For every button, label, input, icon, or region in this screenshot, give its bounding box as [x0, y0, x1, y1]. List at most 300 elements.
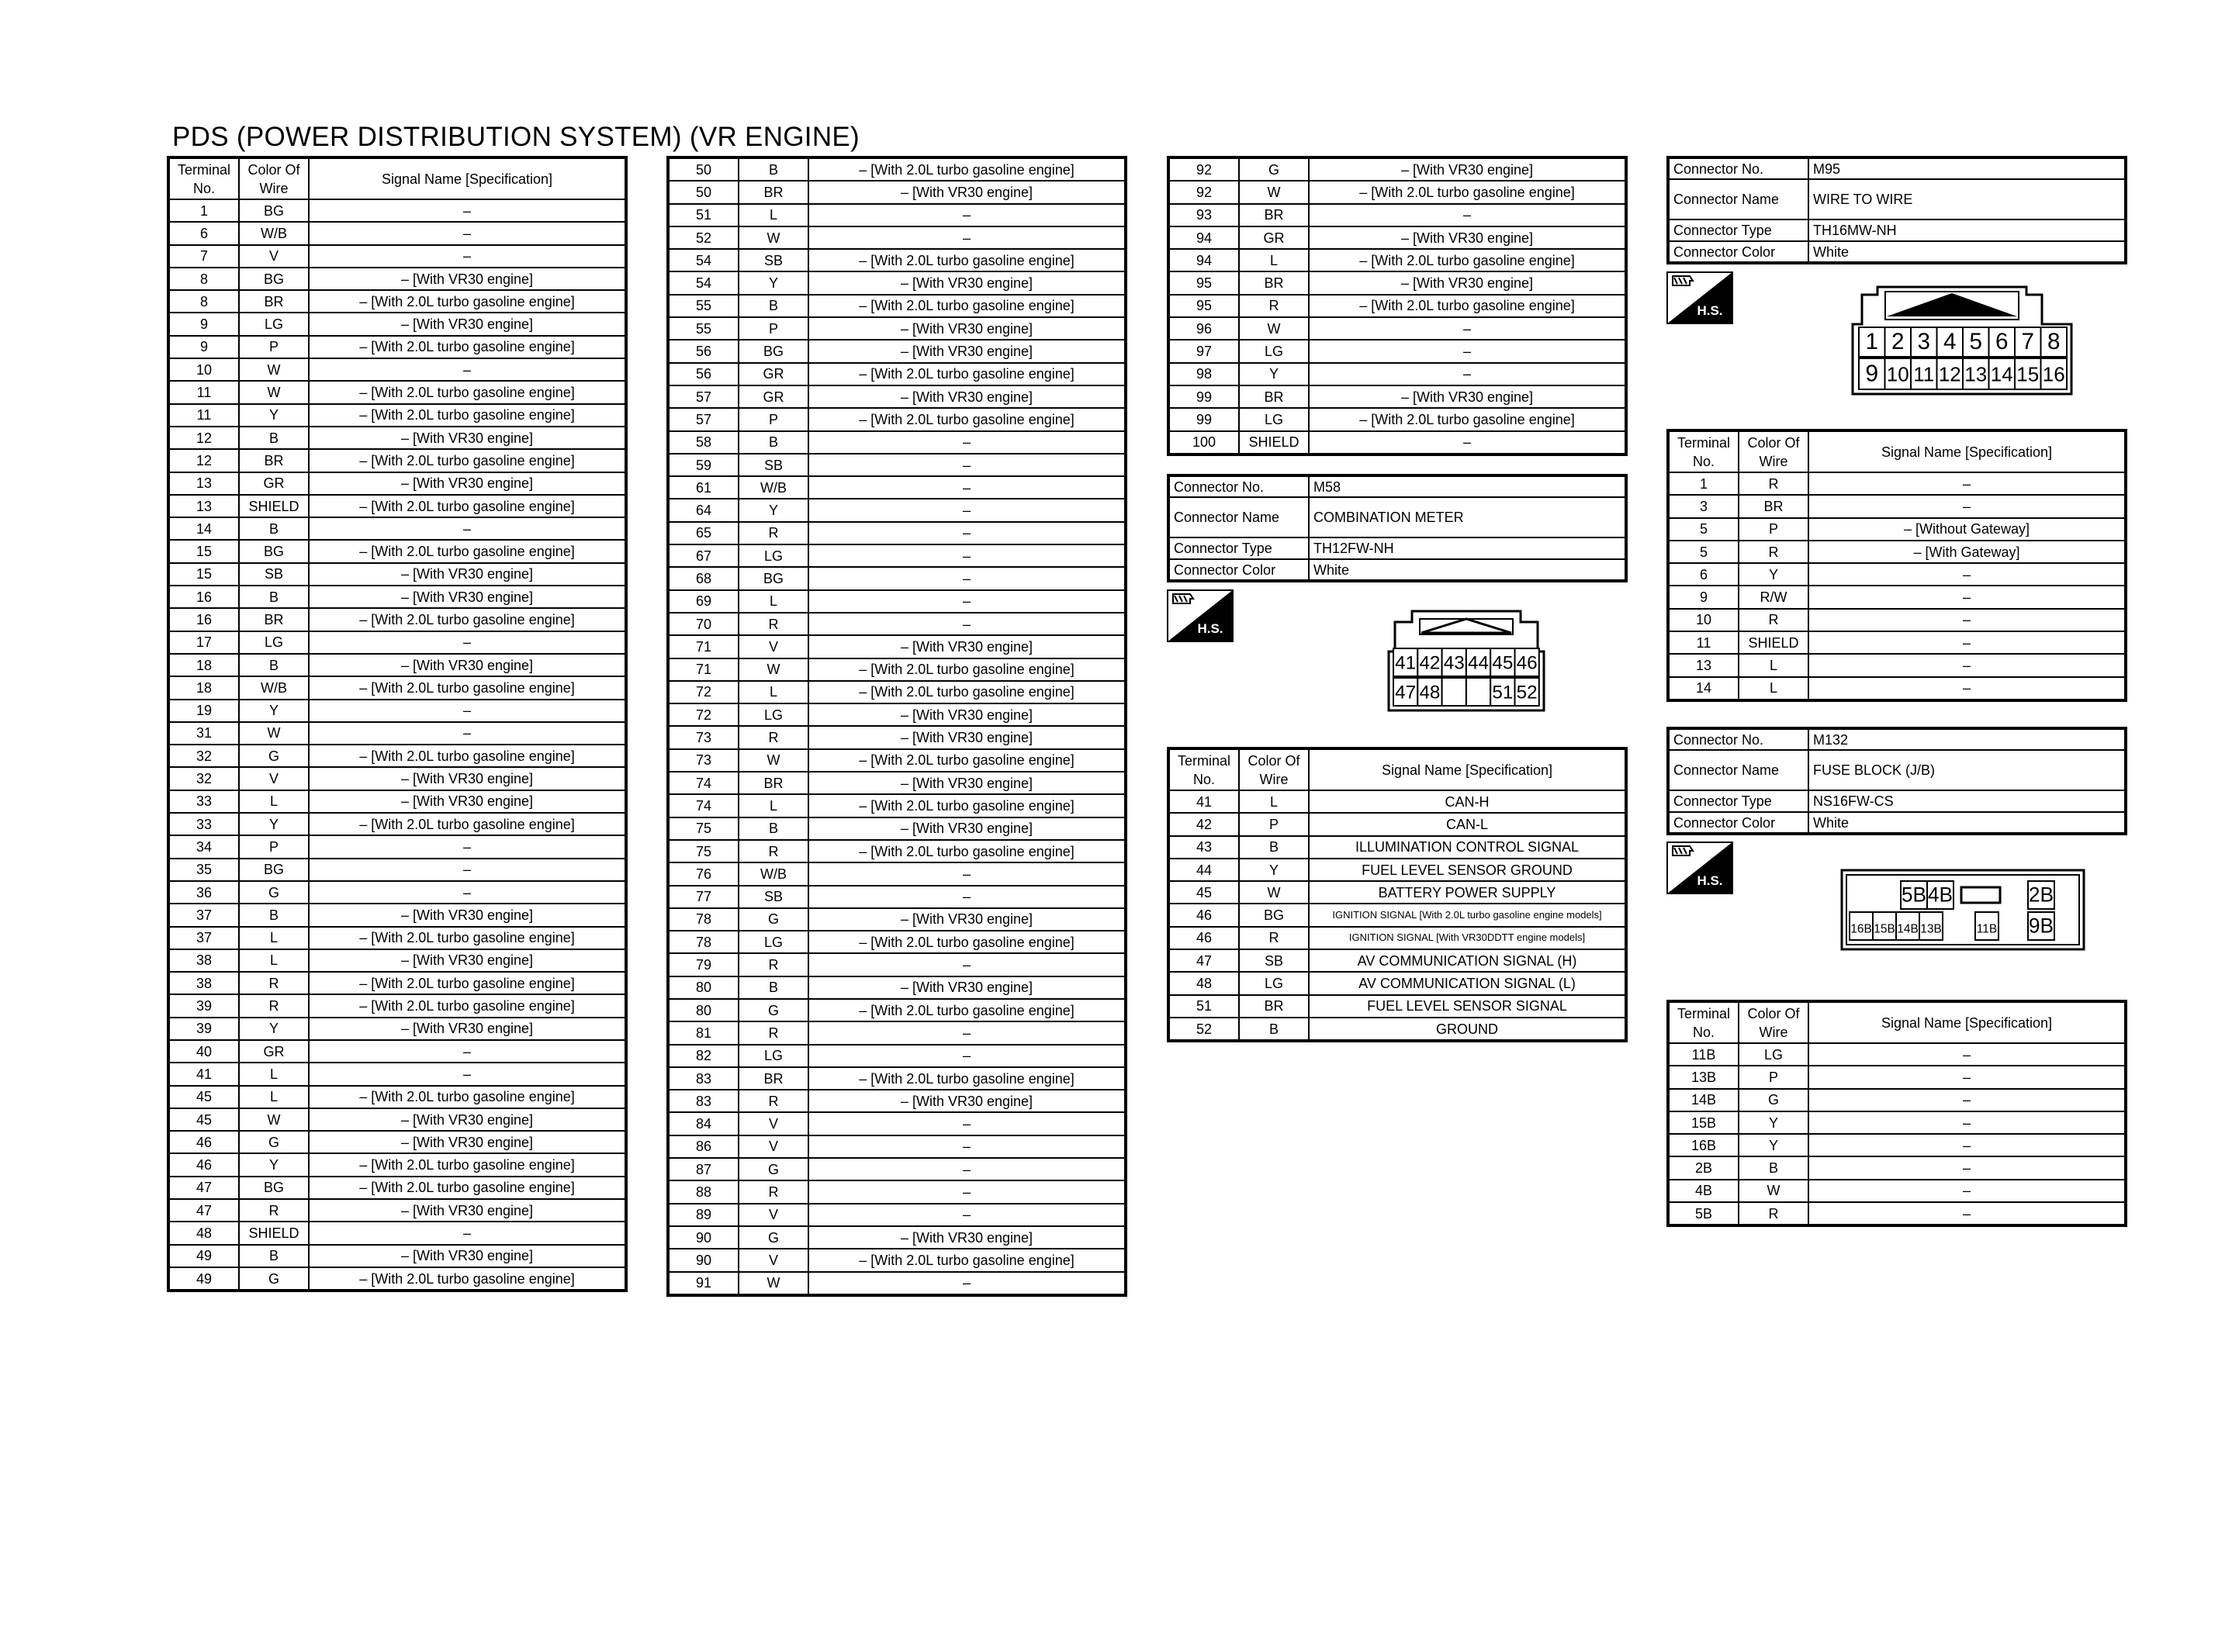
- color-cell: LG: [739, 1045, 808, 1067]
- color-cell: R: [739, 1021, 808, 1044]
- terminal-cell: 47: [168, 1177, 239, 1199]
- table-row: [668, 499, 1126, 521]
- signal-cell: –: [1808, 677, 2126, 700]
- m132-name: FUSE BLOCK (J/B): [1808, 750, 2126, 790]
- terminal-cell: 76: [668, 862, 739, 885]
- terminal-cell: 79: [668, 953, 739, 976]
- table-row: [168, 1199, 626, 1222]
- table-row: [668, 635, 1126, 658]
- color-cell: V: [739, 1135, 808, 1158]
- color-cell: SB: [739, 454, 808, 476]
- table-row: [168, 268, 626, 290]
- color-cell: L: [739, 794, 808, 817]
- color-cell: GR: [739, 385, 808, 408]
- terminal-cell: 41: [1168, 790, 1239, 813]
- header-terminal: Terminal No.: [1668, 1001, 1739, 1043]
- label-connector-type: Connector Type: [1168, 537, 1309, 559]
- table-row: [168, 1267, 626, 1291]
- terminal-cell: 80: [668, 999, 739, 1021]
- signal-cell: – [With 2.0L turbo gasoline engine]: [309, 608, 626, 631]
- signal-cell: – [With VR30 engine]: [1309, 271, 1626, 294]
- color-cell: Y: [739, 271, 808, 294]
- color-cell: B: [239, 517, 309, 540]
- terminal-cell: 70: [668, 613, 739, 635]
- terminal-cell: 14: [168, 517, 239, 540]
- color-cell: SHIELD: [1239, 431, 1309, 454]
- color-cell: W: [1239, 881, 1309, 904]
- color-cell: W: [739, 658, 808, 681]
- signal-cell: –: [808, 613, 1126, 635]
- color-cell: Y: [1239, 859, 1309, 881]
- signal-cell: – [With VR30 engine]: [808, 817, 1126, 840]
- label-connector-color: Connector Color: [1668, 812, 1808, 834]
- signal-cell: –: [1808, 1202, 2126, 1225]
- color-cell: BR: [1239, 204, 1309, 226]
- signal-cell: –: [1808, 654, 2126, 676]
- terminal-cell: 94: [1168, 249, 1239, 271]
- color-cell: P: [739, 317, 808, 340]
- terminal-cell: 31: [168, 722, 239, 745]
- color-cell: SB: [739, 249, 808, 271]
- terminal-cell: 64: [668, 499, 739, 521]
- table-row: [1168, 836, 1626, 859]
- color-cell: W: [739, 226, 808, 249]
- terminal-cell: 82: [668, 1045, 739, 1067]
- m132-color: White: [1808, 812, 2126, 834]
- terminal-cell: 10: [168, 358, 239, 381]
- label-connector-name: Connector Name: [1168, 497, 1309, 537]
- color-cell: G: [739, 999, 808, 1021]
- color-cell: B: [739, 431, 808, 454]
- table-row: [168, 813, 626, 835]
- table-row: [1668, 1066, 2126, 1088]
- table-row: [168, 1177, 626, 1199]
- signal-cell: – [With VR30 engine]: [309, 1108, 626, 1131]
- signal-cell: – [With 2.0L turbo gasoline engine]: [309, 1086, 626, 1108]
- m58-color: White: [1309, 559, 1626, 581]
- color-cell: B: [739, 157, 808, 181]
- signal-cell: – [With 2.0L turbo gasoline engine]: [1309, 295, 1626, 317]
- color-cell: L: [739, 204, 808, 226]
- terminal-cell: 1: [168, 199, 239, 222]
- color-cell: R: [739, 953, 808, 976]
- color-cell: BR: [739, 772, 808, 794]
- table-row: [668, 454, 1126, 476]
- terminal-cell: 72: [668, 681, 739, 703]
- signal-cell: – [With VR30 engine]: [309, 767, 626, 790]
- color-cell: V: [739, 635, 808, 658]
- color-cell: W: [239, 722, 309, 745]
- signal-cell: – [With 2.0L turbo gasoline engine]: [309, 540, 626, 562]
- table-row: [168, 767, 626, 790]
- table-row: [1668, 677, 2126, 700]
- color-cell: P: [1739, 518, 1808, 541]
- signal-cell: –: [309, 199, 626, 222]
- connector-pin: 42: [1419, 652, 1441, 674]
- table-row: [668, 476, 1126, 499]
- color-cell: Y: [239, 813, 309, 835]
- terminal-cell: 71: [668, 658, 739, 681]
- signal-cell: – [With VR30 engine]: [808, 340, 1126, 362]
- color-cell: L: [1239, 249, 1309, 271]
- table-row: [1668, 563, 2126, 586]
- table-row: [1168, 1018, 1626, 1041]
- terminal-cell: 18: [168, 654, 239, 676]
- table-row: [168, 1131, 626, 1153]
- terminal-cell: 84: [668, 1112, 739, 1135]
- signal-cell: GROUND: [1309, 1018, 1626, 1041]
- terminal-cell: 38: [168, 972, 239, 994]
- table-row: [668, 976, 1126, 999]
- connector-pin: 7: [2021, 329, 2034, 355]
- terminal-cell: 99: [1168, 385, 1239, 408]
- color-cell: LG: [239, 631, 309, 654]
- color-cell: Y: [239, 404, 309, 427]
- table-row: [668, 590, 1126, 613]
- signal-cell: – [With 2.0L turbo gasoline engine]: [808, 1067, 1126, 1090]
- table-row: [1168, 881, 1626, 904]
- connector-pin: 2: [1891, 329, 1905, 355]
- connector-pin: 46: [1516, 652, 1538, 674]
- signal-cell: – [With 2.0L turbo gasoline engine]: [309, 290, 626, 313]
- table-row: [1668, 495, 2126, 517]
- color-cell: BR: [739, 181, 808, 203]
- signal-cell: –: [808, 226, 1126, 249]
- terminal-cell: 10: [1668, 609, 1739, 631]
- signal-cell: –: [808, 1112, 1126, 1135]
- table-row: [668, 908, 1126, 931]
- color-cell: L: [239, 790, 309, 813]
- terminal-cell: 39: [168, 1018, 239, 1040]
- connector-pin: 14B: [1897, 922, 1919, 936]
- table-row: [1168, 226, 1626, 249]
- connector-pin: 43: [1443, 652, 1465, 674]
- color-cell: BR: [239, 608, 309, 631]
- color-cell: R: [739, 726, 808, 748]
- table-row: [1168, 859, 1626, 881]
- terminal-cell: 92: [1168, 157, 1239, 181]
- signal-cell: –: [808, 476, 1126, 499]
- connector-pin: 5B: [1901, 883, 1927, 907]
- header-color: Color Of Wire: [1239, 748, 1309, 790]
- color-cell: P: [239, 835, 309, 858]
- connector-pin: 13B: [1920, 922, 1942, 936]
- signal-cell: – [With VR30 engine]: [309, 1245, 626, 1267]
- table-row: [168, 1063, 626, 1085]
- connector-m58-diagram: [1381, 605, 1552, 714]
- table-row: [168, 1222, 626, 1244]
- terminal-cell: 95: [1168, 295, 1239, 317]
- table-row: [1168, 317, 1626, 340]
- color-cell: R: [239, 1199, 309, 1222]
- terminal-cell: 95: [1168, 271, 1239, 294]
- table-row: [668, 204, 1126, 226]
- terminal-cell: 92: [1168, 181, 1239, 203]
- table-row: [168, 631, 626, 654]
- signal-cell: –: [808, 1045, 1126, 1067]
- signal-cell: –: [1808, 1089, 2126, 1111]
- table-row: [1668, 518, 2126, 541]
- color-cell: G: [1739, 1089, 1808, 1111]
- table-row: [1168, 181, 1626, 203]
- terminal-cell: 74: [668, 772, 739, 794]
- table-row: [668, 1158, 1126, 1180]
- terminal-cell: 46: [168, 1131, 239, 1153]
- connector-pin: 11B: [1976, 922, 1998, 936]
- color-cell: B: [739, 817, 808, 840]
- color-cell: V: [739, 1204, 808, 1226]
- header-color: Color Of Wire: [1739, 1001, 1808, 1043]
- color-cell: V: [239, 767, 309, 790]
- terminal-cell: 89: [668, 1204, 739, 1226]
- color-cell: Y: [239, 700, 309, 722]
- signal-cell: – [With 2.0L turbo gasoline engine]: [309, 1177, 626, 1199]
- signal-cell: –: [1309, 204, 1626, 226]
- table-row: [168, 199, 626, 222]
- table-row: [168, 700, 626, 722]
- terminal-cell: 7: [168, 245, 239, 268]
- signal-cell: –: [309, 1222, 626, 1244]
- signal-cell: –: [1808, 472, 2126, 495]
- color-cell: L: [739, 590, 808, 613]
- signal-cell: –: [1309, 317, 1626, 340]
- color-cell: B: [1239, 836, 1309, 859]
- signal-cell: – [With VR30 engine]: [309, 1018, 626, 1040]
- signal-cell: –: [808, 544, 1126, 567]
- terminal-cell: 78: [668, 908, 739, 931]
- terminal-table-2: [666, 156, 1127, 1297]
- terminal-cell: 78: [668, 931, 739, 953]
- color-cell: V: [739, 1249, 808, 1271]
- color-cell: B: [239, 1245, 309, 1267]
- signal-cell: –: [808, 1204, 1126, 1226]
- label-connector-no: Connector No.: [1668, 728, 1808, 750]
- color-cell: R: [239, 994, 309, 1017]
- terminal-cell: 91: [668, 1272, 739, 1295]
- color-cell: LG: [239, 313, 309, 335]
- color-cell: LG: [739, 703, 808, 726]
- header-signal: Signal Name [Specification]: [1309, 748, 1626, 790]
- terminal-cell: 9: [168, 336, 239, 358]
- terminal-cell: 15: [168, 540, 239, 562]
- terminal-cell: 5: [1668, 541, 1739, 563]
- terminal-cell: 14: [1668, 677, 1739, 700]
- connector-pin: 9: [1865, 361, 1879, 387]
- terminal-cell: 13: [168, 472, 239, 495]
- signal-cell: – [With VR30 engine]: [309, 790, 626, 813]
- signal-cell: – [With VR30 engine]: [808, 726, 1126, 748]
- terminal-cell: 55: [668, 295, 739, 317]
- color-cell: B: [1739, 1156, 1808, 1179]
- signal-cell: –: [1808, 1043, 2126, 1066]
- signal-cell: –: [1808, 631, 2126, 654]
- signal-cell: – [With VR30 engine]: [309, 904, 626, 926]
- signal-cell: – [With VR30 engine]: [309, 654, 626, 676]
- terminal-table-1: [167, 156, 628, 1292]
- signal-cell: –: [309, 517, 626, 540]
- harness-side-icon: [1167, 589, 1234, 642]
- signal-cell: ILLUMINATION CONTROL SIGNAL: [1309, 836, 1626, 859]
- table-row: [668, 363, 1126, 385]
- m95-type: TH16MW-NH: [1808, 219, 2126, 241]
- color-cell: BR: [1239, 995, 1309, 1018]
- color-cell: R: [739, 1090, 808, 1112]
- signal-cell: –: [808, 1021, 1126, 1044]
- color-cell: R: [1739, 1202, 1808, 1225]
- connector-pin: 10: [1886, 362, 1909, 386]
- table-row: [668, 749, 1126, 772]
- table-row: [1668, 541, 2126, 563]
- signal-cell: –: [1808, 586, 2126, 608]
- terminal-cell: 75: [668, 840, 739, 862]
- terminal-cell: 6: [168, 222, 239, 244]
- signal-cell: –: [808, 862, 1126, 885]
- color-cell: L: [239, 1086, 309, 1108]
- table-row: [668, 726, 1126, 748]
- terminal-cell: 5B: [1668, 1202, 1739, 1225]
- table-row: [668, 226, 1126, 249]
- terminal-cell: 69: [668, 590, 739, 613]
- terminal-cell: 45: [1168, 881, 1239, 904]
- signal-cell: – [With 2.0L turbo gasoline engine]: [808, 749, 1126, 772]
- table-row: [168, 517, 626, 540]
- table-row: [168, 449, 626, 472]
- m95-color: White: [1808, 241, 2126, 263]
- svg-text:H.S.: H.S.: [1697, 303, 1723, 318]
- signal-cell: –: [1309, 431, 1626, 454]
- color-cell: GR: [1239, 226, 1309, 249]
- signal-cell: –: [1808, 1111, 2126, 1134]
- terminal-cell: 6: [1668, 563, 1739, 586]
- table-row: [668, 862, 1126, 885]
- signal-cell: IGNITION SIGNAL [With VR30DDTT engine models]: [1309, 927, 1626, 949]
- color-cell: GR: [239, 1040, 309, 1063]
- terminal-cell: 65: [668, 522, 739, 544]
- table-row: [168, 654, 626, 676]
- terminal-cell: 51: [1168, 995, 1239, 1018]
- color-cell: V: [739, 1112, 808, 1135]
- signal-cell: – [With 2.0L turbo gasoline engine]: [309, 404, 626, 427]
- signal-cell: – [With 2.0L turbo gasoline engine]: [309, 381, 626, 403]
- signal-cell: – [With VR30 engine]: [309, 586, 626, 608]
- table-row: [1168, 949, 1626, 972]
- signal-cell: –: [808, 886, 1126, 908]
- terminal-cell: 13: [168, 495, 239, 517]
- table-row: [168, 859, 626, 881]
- signal-cell: –: [808, 522, 1126, 544]
- table-row: [1668, 1089, 2126, 1111]
- terminal-cell: 56: [668, 363, 739, 385]
- signal-cell: – [With Gateway]: [1808, 541, 2126, 563]
- terminal-cell: 11: [168, 404, 239, 427]
- table-row: [1168, 271, 1626, 294]
- table-row: [168, 427, 626, 449]
- label-connector-type: Connector Type: [1668, 219, 1808, 241]
- terminal-cell: 12: [168, 449, 239, 472]
- color-cell: SB: [239, 563, 309, 586]
- table-row: [668, 1204, 1126, 1226]
- terminal-cell: 72: [668, 703, 739, 726]
- terminal-cell: 46: [168, 1153, 239, 1176]
- table-row: [1668, 1202, 2126, 1225]
- signal-cell: –: [309, 245, 626, 268]
- terminal-cell: 54: [668, 249, 739, 271]
- connector-info-m95: [1666, 156, 2127, 264]
- header-signal: Signal Name [Specification]: [309, 157, 626, 199]
- terminal-cell: 46: [1168, 927, 1239, 949]
- table-row: [1168, 408, 1626, 430]
- header-color: Color Of Wire: [239, 157, 309, 199]
- signal-cell: – [With VR30 engine]: [309, 949, 626, 972]
- table-row: [668, 772, 1126, 794]
- signal-cell: – [With 2.0L turbo gasoline engine]: [309, 745, 626, 767]
- terminal-cell: 47: [168, 1199, 239, 1222]
- signal-cell: – [With VR30 engine]: [808, 1226, 1126, 1249]
- signal-cell: AV COMMUNICATION SIGNAL (L): [1309, 972, 1626, 994]
- color-cell: B: [239, 427, 309, 449]
- signal-cell: – [With VR30 engine]: [309, 1131, 626, 1153]
- table-row: [168, 949, 626, 972]
- terminal-cell: 2B: [1668, 1156, 1739, 1179]
- terminal-cell: 9: [1668, 586, 1739, 608]
- connector-pin: 47: [1395, 682, 1417, 703]
- signal-cell: – [With VR30 engine]: [808, 385, 1126, 408]
- signal-cell: – [With 2.0L turbo gasoline engine]: [808, 249, 1126, 271]
- connector-pin: 15: [2016, 362, 2040, 386]
- color-cell: R: [239, 972, 309, 994]
- signal-cell: – [With 2.0L turbo gasoline engine]: [309, 972, 626, 994]
- color-cell: B: [239, 654, 309, 676]
- signal-cell: FUEL LEVEL SENSOR GROUND: [1309, 859, 1626, 881]
- signal-cell: AV COMMUNICATION SIGNAL (H): [1309, 949, 1626, 972]
- connector-pin: 3: [1917, 329, 1930, 355]
- terminal-cell: 13: [1668, 654, 1739, 676]
- terminal-cell: 48: [168, 1222, 239, 1244]
- table-row: [668, 1067, 1126, 1090]
- color-cell: Y: [1739, 1134, 1808, 1156]
- color-cell: G: [739, 1158, 808, 1180]
- signal-cell: – [With VR30 engine]: [309, 472, 626, 495]
- signal-cell: –: [309, 1040, 626, 1063]
- signal-cell: –: [1808, 609, 2126, 631]
- signal-cell: FUEL LEVEL SENSOR SIGNAL: [1309, 995, 1626, 1018]
- table-row: [668, 1045, 1126, 1067]
- header-terminal: Terminal No.: [168, 157, 239, 199]
- terminal-cell: 19: [168, 700, 239, 722]
- terminal-cell: 49: [168, 1267, 239, 1291]
- m95-no: M95: [1808, 157, 2126, 179]
- signal-cell: – [With VR30 engine]: [309, 427, 626, 449]
- signal-cell: – [With 2.0L turbo gasoline engine]: [309, 495, 626, 517]
- terminal-cell: 90: [668, 1226, 739, 1249]
- terminal-cell: 99: [1168, 408, 1239, 430]
- terminal-cell: 42: [1168, 813, 1239, 835]
- page-title: PDS (POWER DISTRIBUTION SYSTEM) (VR ENGINE): [172, 122, 860, 152]
- table-row: [668, 1112, 1126, 1135]
- color-cell: SB: [739, 886, 808, 908]
- signal-cell: – [With 2.0L turbo gasoline engine]: [309, 676, 626, 699]
- table-row: [668, 340, 1126, 362]
- signal-cell: – [With VR30 engine]: [1309, 157, 1626, 181]
- color-cell: G: [739, 1226, 808, 1249]
- table-row: [168, 1086, 626, 1108]
- color-cell: L: [239, 949, 309, 972]
- connector-pin: 1: [1865, 329, 1878, 355]
- connector-info-m58: [1167, 474, 1628, 582]
- signal-cell: –: [1808, 563, 2126, 586]
- terminal-cell: 77: [668, 886, 739, 908]
- header-terminal: Terminal No.: [1168, 748, 1239, 790]
